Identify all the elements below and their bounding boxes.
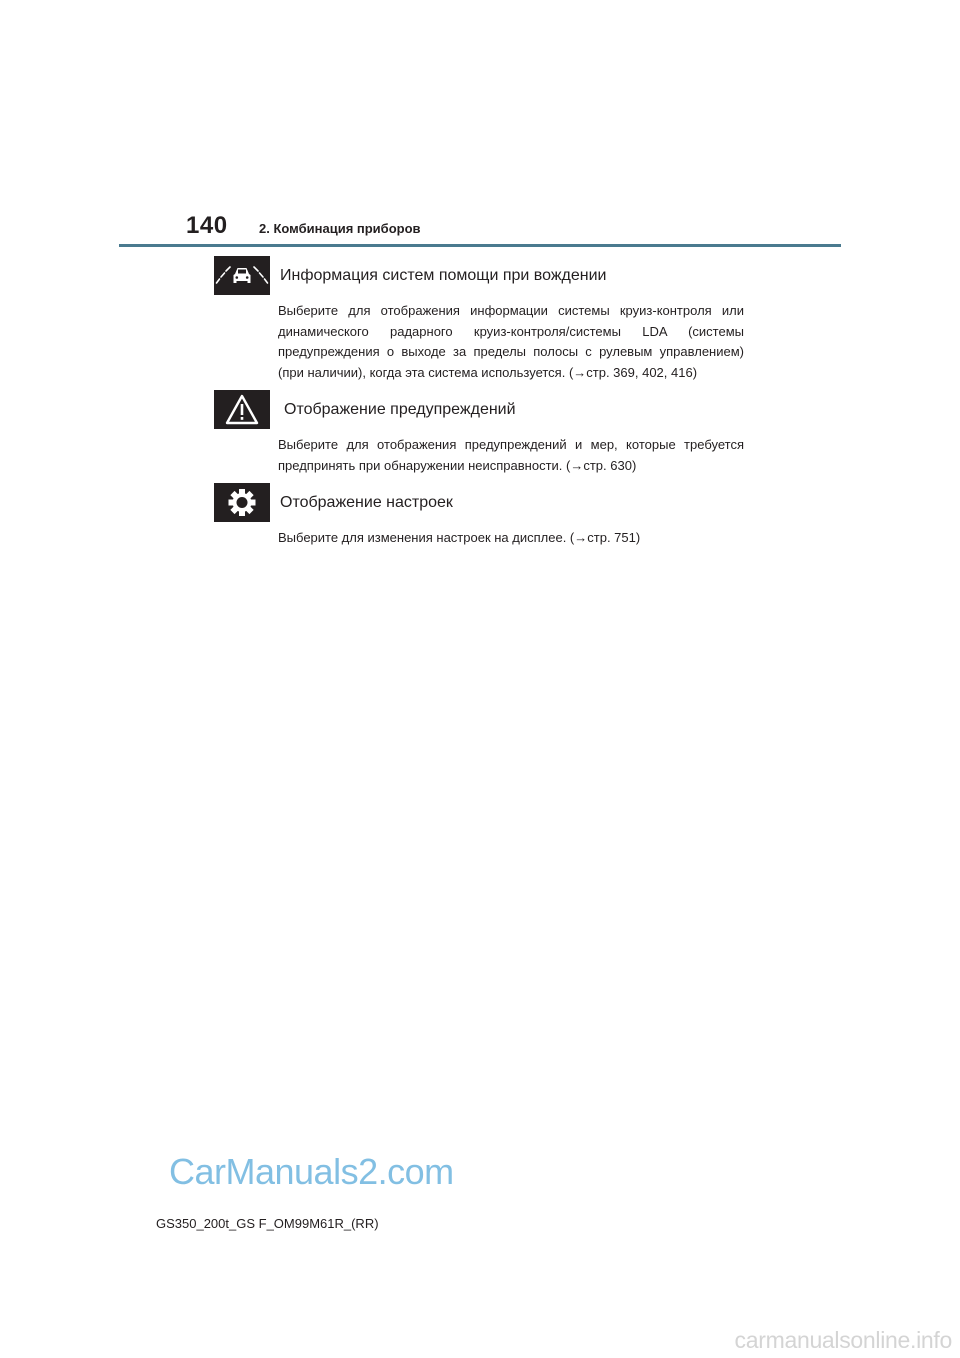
document-code: GS350_200t_GS F_OM99M61R_(RR) [156,1216,379,1231]
item-heading-settings: Отображение настроек [280,494,453,511]
item-body-warnings: Выберите для отображения предупреждений и мер, которые требуется предпринять при обнаружении неисправности. (→стр. 630) [278,437,744,473]
item-heading-warnings: Отображение предупреждений [284,401,516,418]
header-rule [119,244,841,247]
gear-icon [214,483,270,522]
watermark-logo: CarManuals2.com [169,1151,454,1192]
driving-assist-icon [214,256,270,295]
item-heading-driving-assist: Информация систем помощи при вождении [280,267,607,284]
page-number: 140 [186,212,228,239]
corner-watermark: carmanualsonline.info [734,1327,952,1353]
section-title: 2. Комбинация приборов [259,221,421,236]
item-body-settings: Выберите для изменения настроек на дисплее. (→стр. 751) [278,530,641,545]
item-body-driving-assist: Выберите для отображения информации системы круиз-контроля или динамического радарного круиз-контроля/системы LDA (системы предупреждения о выходе за пределы полосы с рулевым управлением) (при наличии), когда эта система используется. (→стр. 369, 402, 416) [278,303,744,380]
warning-triangle-icon [214,390,270,429]
